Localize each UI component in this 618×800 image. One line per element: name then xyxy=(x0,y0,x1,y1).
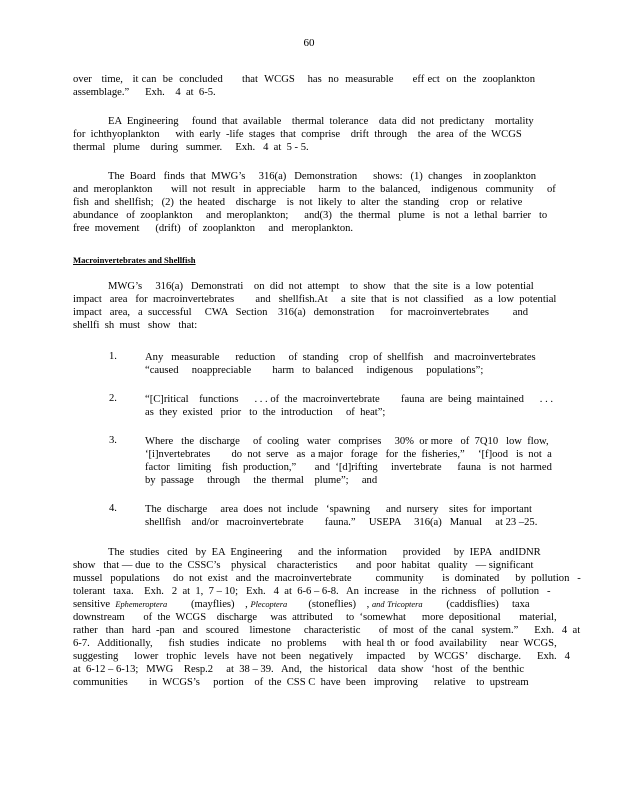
text-line: tolerant taxa. Exh. 2 at 1, 7 – 10; Exh. 4 at 6-6 – 6-8. An increase in the richness of pollution - xyxy=(73,586,551,597)
text-span: (stoneflies) , xyxy=(287,599,370,610)
text-line: over time, it can be concluded that WCGS has no measurable eff ect on the zooplankton xyxy=(73,74,535,85)
text-line: and meroplankton will not result in appreciable harm to the balanced, indigenous community of xyxy=(73,184,556,195)
list-number: 4. xyxy=(109,503,117,514)
text-line: free movement (drift) of zooplankton and meroplankton. xyxy=(73,223,354,234)
text-line: communities in WCGS’s portion of the CSS C have been improving relative to upstream xyxy=(73,677,529,688)
paragraph-2 xyxy=(73,115,535,154)
list-item xyxy=(109,351,536,377)
criteria-list xyxy=(109,351,554,541)
text-line: fish and shellfish; (2) the heated discharge is not likely to alter the standing crop or relative xyxy=(73,197,523,208)
list-number: 2. xyxy=(109,393,117,404)
text-line: abundance of zooplankton and meroplankton; and(3) the thermal plume is not a lethal barrier to xyxy=(73,210,548,221)
text-line: by passage through the thermal plume”; and xyxy=(145,475,378,486)
page-number: 60 xyxy=(303,37,315,49)
text-line: mussel populations do not exist and the macroinvertebrate community is dominated by pollution - xyxy=(73,573,581,584)
list-item xyxy=(109,393,554,419)
section-heading: Macroinvertebrates and Shellfish xyxy=(73,255,196,265)
paragraph-1 xyxy=(73,73,535,99)
text-line: at 6-12 – 6-13; MWG Resp.2 at 38 – 39. And, the historical data show ‘host of the benthic xyxy=(73,664,525,675)
text-line: downstream of the WCGS discharge was attributed to ‘somewhat more depositional material, xyxy=(73,612,557,623)
list-number: 1. xyxy=(109,351,117,362)
text-line: rather than hard -pan and scoured limestone characteristic of most of the canal system.” Exh. 4 at xyxy=(73,625,581,636)
text-line: as they existed prior to the introduction of heat”; xyxy=(145,407,386,418)
text-line: thermal plume during summer. Exh. 4 at 5 - 5. xyxy=(73,142,309,153)
text-line: show that — due to the CSSC’s physical characteristics and poor habitat quality — significant xyxy=(73,560,534,571)
text-line: The discharge area does not include ‘spawning and nursery sites for important xyxy=(145,504,532,515)
text-line-with-taxa xyxy=(73,598,535,611)
list-number: 3. xyxy=(109,435,117,446)
text-line: assemblage.” Exh. 4 at 6-5. xyxy=(73,87,216,98)
text-line: factor limiting fish production,” and ‘[d]rifting invertebrate fauna is not harmed xyxy=(145,462,552,473)
paragraph-4 xyxy=(73,280,557,332)
text-line: Any measurable reduction of standing crop of shellfish and macroinvertebrates xyxy=(145,352,536,363)
paragraph-5 xyxy=(73,546,581,689)
text-line: shellfi sh must show that: xyxy=(73,320,198,331)
text-line: “caused noappreciable harm to balanced indigenous populations”; xyxy=(145,365,484,376)
taxon-name: Ephemeroptera xyxy=(115,600,168,609)
text-line: suggesting lower trophic levels have not been negatively impacted by WCGS’ discharge. Exh. 4 xyxy=(73,651,570,662)
list-item xyxy=(109,503,538,529)
text-line: shellfish and/or macroinvertebrate fauna.” USEPA 316(a) Manual at 23 –25. xyxy=(145,517,538,528)
text-line: impact area for macroinvertebrates and shellfish.At a site that is not classified as a low potential xyxy=(73,294,557,305)
text-line: EA Engineering found that available thermal tolerance data did not predictany mortality xyxy=(108,116,534,127)
conjunction: and xyxy=(371,600,385,609)
list-item xyxy=(109,435,552,487)
taxon-name: Tricoptera xyxy=(387,600,423,609)
text-line: The studies cited by EA Engineering and the information provided by IEPA andIDNR xyxy=(108,547,541,558)
paragraph-3 xyxy=(73,170,556,235)
taxon-name: Plecoptera xyxy=(250,600,288,609)
text-line: ‘[i]nvertebrates do not serve as a major forage for the fisheries,” ‘[f]ood is not a xyxy=(145,449,552,460)
text-line: 6-7. Additionally, fish studies indicate no problems with heal th or food availability near WCGS, xyxy=(73,638,557,649)
text-line: “[C]ritical functions . . . of the macroinvertebrate fauna are being maintained . . . xyxy=(145,394,554,405)
text-span: (mayflies) , xyxy=(167,599,248,610)
text-line: The Board finds that MWG’s 316(a) Demonstration shows: (1) changes in zooplankton xyxy=(108,171,537,182)
text-line: for ichthyoplankton with early -life stages that comprise drift through the area of the WCGS xyxy=(73,129,522,140)
text-line: MWG’s 316(a) Demonstrati on did not attempt to show that the site is a low potential xyxy=(108,281,534,292)
text-span: sensitive xyxy=(73,599,116,610)
text-span: (caddisflies) taxa xyxy=(422,599,530,610)
text-line: impact area, a successful CWA Section 316(a) demonstration for macroinvertebrates and xyxy=(73,307,529,318)
text-line: Where the discharge of cooling water comprises 30% or more of 7Q10 low flow, xyxy=(145,436,549,447)
